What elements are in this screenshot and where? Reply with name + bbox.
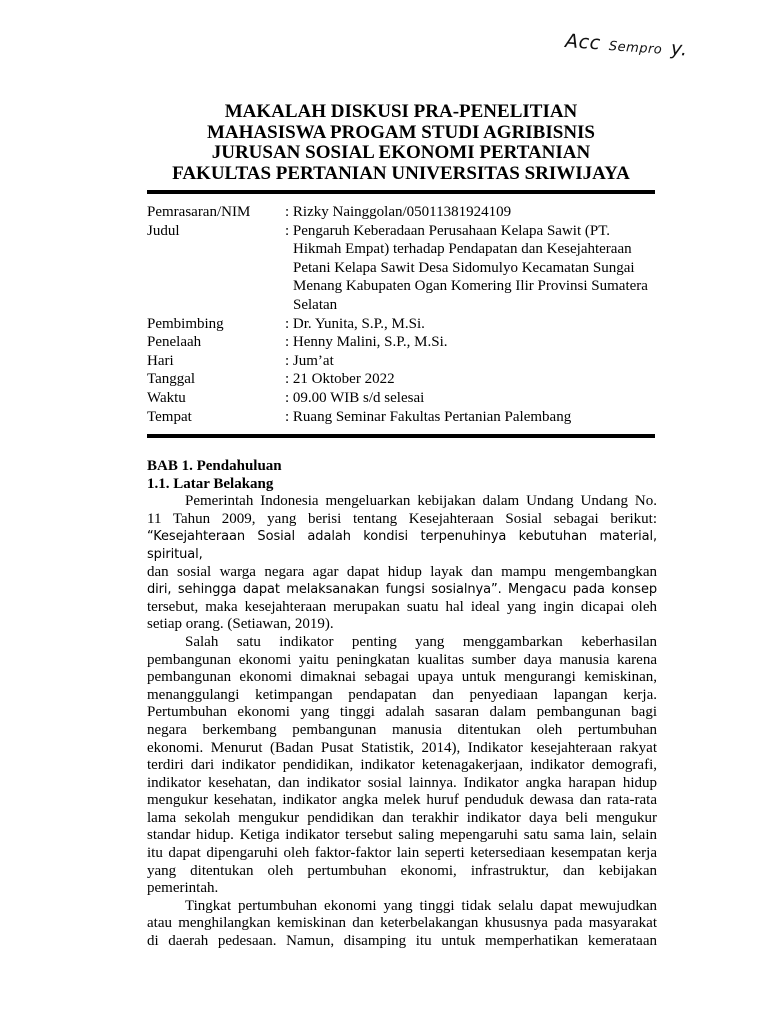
meta-row-date xyxy=(147,370,667,389)
paragraph-line: dan sosial warga negara agar dapat hidup layak dan mampu mengembangkan xyxy=(147,563,657,580)
meta-label: Judul xyxy=(147,222,180,239)
title-line-4: FAKULTAS PERTANIAN UNIVERSITAS SRIWIJAYA xyxy=(172,162,630,184)
bottom-divider xyxy=(147,434,655,438)
paragraph-line: Salah satu indikator penting yang menggambarkan keberhasilan xyxy=(185,633,657,650)
top-divider xyxy=(147,190,655,194)
paragraph-line: atau menghilangkan kemiskinan dan keterbelakangan khususnya pada masyarakat xyxy=(147,915,657,932)
paragraph-line: yang ditentukan oleh pertumbuhan ekonomi, infrastruktur, dan kebijakan xyxy=(147,862,657,879)
paragraph-line: pemerintah. xyxy=(147,880,219,897)
section-heading: 1.1. Latar Belakang xyxy=(147,475,274,492)
meta-title-line-2: Hikmah Empat) terhadap Pendapatan dan Kesejahteraan xyxy=(293,241,632,258)
meta-row-reviewer xyxy=(147,333,667,352)
meta-value: : Dr. Yunita, S.P., M.Si. xyxy=(285,315,425,332)
meta-row-title xyxy=(147,222,667,315)
meta-row-place xyxy=(147,408,667,427)
meta-label: Pembimbing xyxy=(147,315,224,332)
paragraph-line: menanggulangi ketimpangan pendapatan dan penyediaan lapangan kerja. xyxy=(147,686,657,703)
paragraph-line-quote: diri, sehingga dapat melaksanakan fungsi sosialnya”. Mengacu pada konsep xyxy=(147,582,657,598)
meta-value: : Ruang Seminar Fakultas Pertanian Palembang xyxy=(285,408,572,425)
paragraph-3 xyxy=(147,898,657,951)
meta-label: Tanggal xyxy=(147,371,196,388)
paragraph-line: tersebut, maka kesejahteraan merupakan suatu hal ideal yang ingin dicapai oleh xyxy=(147,598,657,615)
meta-value: : 09.00 WIB s/d selesai xyxy=(285,389,425,406)
title-line-2: MAHASISWA PROGAM STUDI AGRIBISNIS xyxy=(207,121,595,143)
paragraph-line: di daerah pedesaan. Namun, disamping itu untuk memperhatikan kemerataan xyxy=(147,933,657,950)
paragraph-line: 11 Tahun 2009, yang berisi tentang Kesejahteraan Sosial sebagai berikut: xyxy=(147,510,657,527)
chapter-heading: BAB 1. Pendahuluan xyxy=(147,458,282,474)
handwritten-sempro: Sempro xyxy=(608,39,663,58)
paragraph-2 xyxy=(147,634,657,898)
meta-label: Hari xyxy=(147,352,174,369)
meta-row-time xyxy=(147,389,667,408)
paragraph-line: ekonomi. Menurut (Badan Pusat Statistik, 2014), Indikator kesejahteraan rakyat xyxy=(147,739,657,756)
meta-title-line-3: Petani Kelapa Sawit Desa Sidomulyo Kecamatan Sungai xyxy=(293,259,635,276)
meta-value: : Henny Malini, S.P., M.Si. xyxy=(285,334,448,351)
paragraph-1 xyxy=(147,493,657,634)
document-title xyxy=(146,102,656,184)
meta-title-line-1: : Pengaruh Keberadaan Perusahaan Kelapa Sawit (PT. xyxy=(285,222,611,239)
meta-value-title xyxy=(285,222,667,315)
paragraph-line: itu dapat dipengaruhi oleh faktor-faktor lain seperti ketersediaan kesempatan kerja xyxy=(147,845,657,862)
meta-value: : 21 Oktober 2022 xyxy=(285,371,395,388)
meta-label: Waktu xyxy=(147,389,186,406)
meta-title-line-4: Menang Kabupaten Ogan Komering Ilir Provinsi Sumatera xyxy=(293,278,648,295)
meta-value: : Jum’at xyxy=(285,352,334,369)
meta-row-presenter xyxy=(147,203,667,222)
paragraph-line: Tingkat pertumbuhan ekonomi yang tinggi tidak selalu dapat mewujudkan xyxy=(185,897,657,914)
handwritten-initial: y. xyxy=(670,37,689,61)
meta-label: Pemrasaran/NIM xyxy=(147,204,251,220)
paragraph-line: pembangunan ekonomi yaitu peningkatan kualitas sumber daya manusia karena xyxy=(147,651,657,668)
paragraph-line: negara berkembang pembangunan manusia ditentukan oleh pertumbuhan xyxy=(147,721,657,738)
handwritten-acc: Acc xyxy=(564,30,602,55)
meta-label: Tempat xyxy=(147,408,192,425)
title-line-1: MAKALAH DISKUSI PRA-PENELITIAN xyxy=(224,101,578,122)
paragraph-line: indikator kesehatan, dan indikator sosial lainnya. Indikator angka harapan hidup xyxy=(147,774,657,791)
paragraph-line: mengukur kesehatan, indikator angka melek huruf penduduk dewasa dan rata-rata xyxy=(147,792,657,809)
meta-value: : Rizky Nainggolan/05011381924109 xyxy=(285,204,512,220)
paragraph-line: setiap orang. (Setiawan, 2019). xyxy=(147,616,334,633)
handwritten-approval-note xyxy=(564,30,688,61)
paragraph-line: pembangunan ekonomi dimaknai sebagai upaya untuk mengurangi kemiskinan, xyxy=(147,669,657,686)
meta-row-day xyxy=(147,352,667,371)
document-body xyxy=(147,458,657,951)
title-line-3: JURUSAN SOSIAL EKONOMI PERTANIAN xyxy=(211,142,591,163)
paragraph-line: standar hidup. Ketiga indikator tersebut saling mepengaruhi satu sama lain, selain xyxy=(147,827,657,844)
paragraph-line: Pertumbuhan ekonomi yang tinggi adalah sasaran dalam pembangunan bagi xyxy=(147,704,657,721)
metadata-table xyxy=(147,203,667,426)
paragraph-line: lama sekolah mengukur pendidikan dan terakhir indikator daya beli mengukur xyxy=(147,809,657,826)
meta-title-line-5: Selatan xyxy=(293,296,338,313)
paragraph-line: Pemerintah Indonesia mengeluarkan kebijakan dalam Undang Undang No. xyxy=(185,493,657,510)
paragraph-line-quote: “Kesejahteraan Sosial adalah kondisi terpenuhinya kebutuhan material, spiritual, xyxy=(147,529,657,562)
meta-row-supervisor xyxy=(147,315,667,334)
meta-label: Penelaah xyxy=(147,334,202,351)
paragraph-line: terdiri dari indikator pendidikan, indikator ketenagakerjaan, indikator demografi, xyxy=(147,757,657,774)
